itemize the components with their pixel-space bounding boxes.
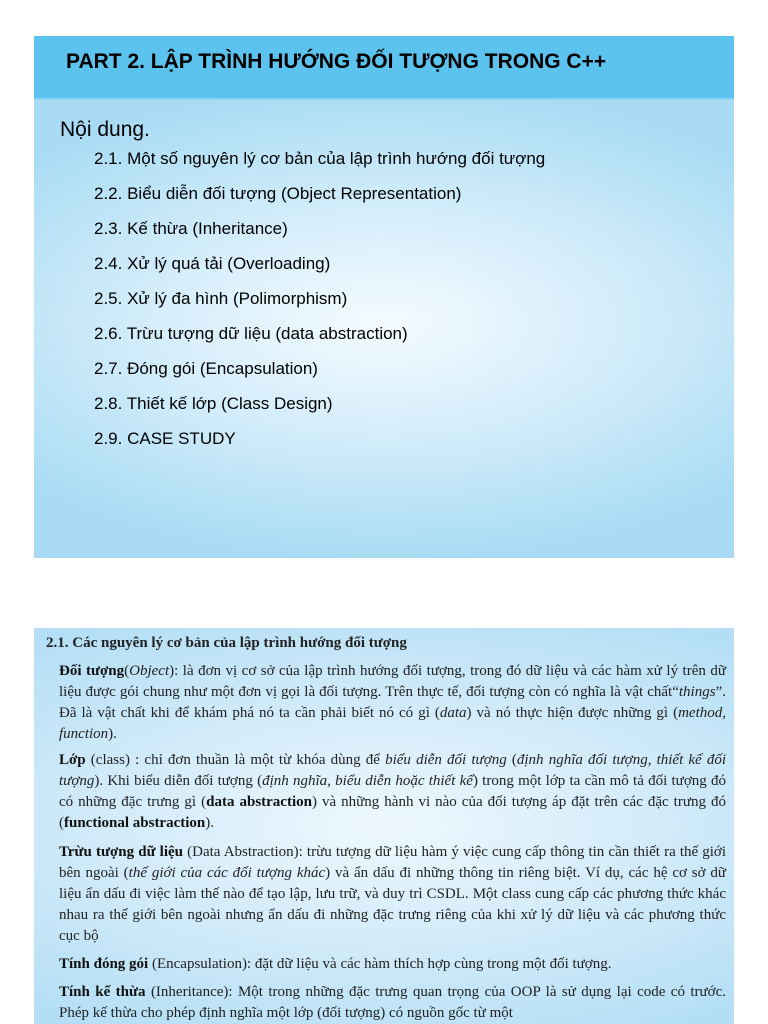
text: ) và những hành vi nào của đối tượng áp đặt trên các đặc trưng đó ( — [59, 794, 726, 831]
text: ). — [205, 815, 215, 831]
term-object: Đối tượng — [59, 663, 125, 679]
slide-principles — [34, 628, 734, 1024]
contents-item: 2.8. Thiết kế lớp (Class Design) — [94, 394, 333, 413]
text: ”. Đã là vật chất khi để khám phá nó ta cần phải biết nó có gì ( — [59, 684, 726, 721]
slide-contents — [34, 36, 734, 558]
text: ) trong một lớp ta cần mô tả đối tượng đó có những đặc trưng gì ( — [59, 773, 726, 810]
paragraph-inheritance — [59, 982, 726, 1024]
text: : là đơn vị cơ sở của lập trình hướng đối tượng, trong đó dữ liệu và các hàm xử lý trên dữ liệu được gói chung như một đơn vị gọi là đối tượng. Trên thực tế, đối tượng còn có nghĩa là vật chất“ — [59, 663, 726, 700]
section-heading: 2.1. Các nguyên lý cơ bản của lập trình hướng đối tượng — [46, 635, 407, 651]
text: (Data Abstraction): trừu tượng dữ liệu hàm ý việc cung cấp thông tin cần thiết ra thế giới bên ngoài ( — [59, 844, 727, 881]
text-italic: biểu diễn đối tượng — [385, 752, 507, 768]
term-inheritance: Tính kế thừa — [59, 984, 146, 1000]
contents-item: 2.1. Một số nguyên lý cơ bản của lập trình hướng đối tượng — [94, 149, 546, 168]
title-band — [34, 36, 734, 100]
paragraph-class — [59, 750, 726, 834]
contents-item: 2.9. CASE STUDY — [94, 429, 236, 448]
contents-heading: Nội dung. — [60, 118, 150, 141]
contents-item: 2.6. Trừu tượng dữ liệu (data abstraction) — [94, 324, 408, 343]
text-italic: data — [439, 705, 467, 721]
contents-list — [94, 149, 545, 464]
contents-item: 2.5. Xử lý đa hình (Polimorphism) — [94, 289, 348, 308]
text-italic: thế giới của các đối tượng khác — [128, 865, 326, 881]
contents-item: 2.7. Đóng gói (Encapsulation) — [94, 359, 318, 378]
term-data-abstraction: Trừu tượng dữ liệu — [59, 844, 184, 860]
paragraph-object: Đối tượng(Object): là đơn vị cơ sở của lập trình hướng đối tượng, trong đó dữ liệu và các hàm xử lý trên dữ liệu được gói chung như một đơn vị gọi là đối tượng. Trên thực tế, đối tượng còn có nghĩa là vật chất“things”. Đã là vật chất khi để khám phá nó ta cần phải biết nó có gì (data) và nó thực hiện được những gì (method, function). — [59, 663, 726, 742]
term-class: Lớp — [59, 752, 86, 768]
text: ) và ẩn dấu đi những thông tin riêng biệt. Ví dụ, các hệ cơ sở dữ liệu ẩn dấu đi việc làm thế nào để tạo lập, lưu trữ, và duy trì CSDL. Một class cung cấp các phương thức khác nhau ra thế giới bên ngoài nhưng ẩn dấu đi những đặc trưng riêng của khi xử lý dữ liệu và các phương thức cục bộ — [59, 865, 726, 944]
contents-item: 2.3. Kế thừa (Inheritance) — [94, 219, 288, 238]
paragraph-data-abstraction — [59, 842, 726, 947]
contents-item: 2.4. Xử lý quá tải (Overloading) — [94, 254, 331, 273]
text: (Inheritance): Một trong những đặc trưng quan trọng của OOP là sử dụng lại code có trước. Phép kế thừa cho phép định nghĩa một lớp (đối tượng) có nguồn gốc từ một — [59, 984, 727, 1021]
term-object-en: Object — [129, 663, 170, 679]
text: (Encapsulation): đặt dữ liệu và các hàm thích hợp cùng trong một đối tượng. — [148, 956, 612, 972]
text: ( — [506, 752, 517, 768]
text: ) và nó thực hiện được những gì ( — [466, 705, 679, 721]
term-encapsulation: Tính đóng gói — [59, 956, 149, 972]
text-italic: định nghĩa đối tượng, thiết kế đối tượng — [59, 752, 727, 789]
text: ). Khi biểu diễn đối tượng ( — [94, 773, 263, 789]
text-italic: things — [678, 684, 716, 700]
slide-title: PART 2. LẬP TRÌNH HƯỚNG ĐỐI TƯỢNG TRONG C++ — [66, 50, 607, 73]
paragraph-encapsulation — [59, 954, 726, 975]
text-italic: method, function — [59, 705, 726, 742]
text: ). — [108, 726, 117, 742]
text-bold: functional abstraction — [64, 815, 206, 831]
contents-item: 2.2. Biểu diễn đối tượng (Object Representation) — [94, 184, 462, 203]
text: (class) : chỉ đơn thuần là một từ khóa dùng để — [85, 752, 386, 768]
text-bold: data abstraction — [206, 794, 312, 810]
text-italic: định nghĩa, biểu diễn hoặc thiết kế — [262, 773, 473, 789]
